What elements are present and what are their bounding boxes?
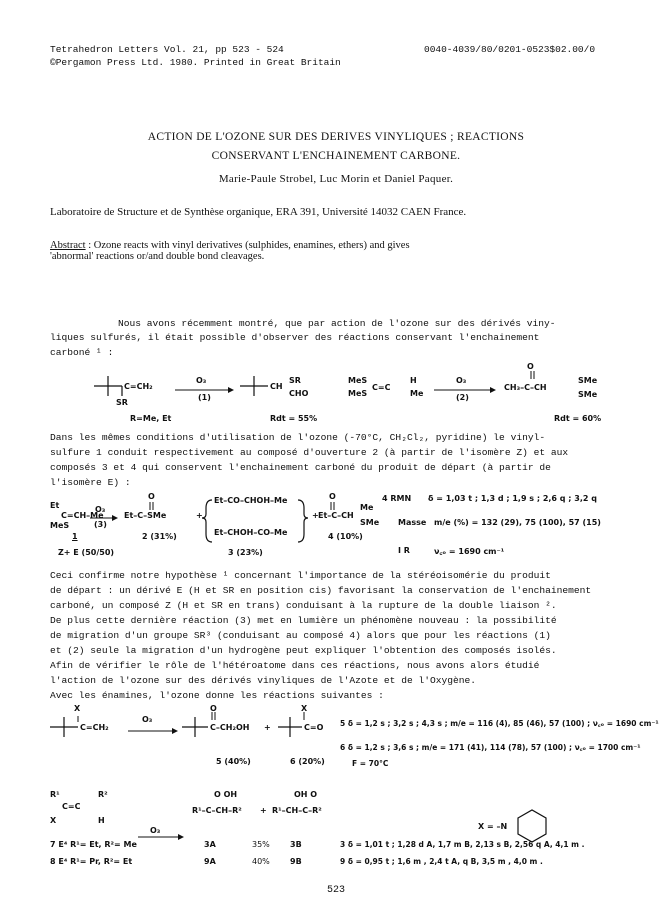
scheme2-product-2-yield: 2 (31%) <box>142 532 177 541</box>
scheme2-reagent: O₃ <box>95 505 106 514</box>
scheme3-reagent: O₃ <box>142 715 153 724</box>
scheme1-reactant-2-core: C=C <box>372 383 391 392</box>
scheme1-step-2: (2) <box>456 393 469 402</box>
scheme1-step-1: (1) <box>198 393 211 402</box>
scheme1-product-1-cho: CHO <box>289 389 309 398</box>
abstract <box>50 240 630 262</box>
scheme2-product-3b: Et–CHOH–CO–Me <box>214 528 288 537</box>
scheme3-data-9: 9 δ = 0,95 t ; 1,6 m , 2,4 t A, q B, 3,5 m , 4,0 m . <box>340 857 543 866</box>
scheme3-row-8-b: 9B <box>290 857 302 866</box>
title-line-2: CONSERVANT L'ENCHAINEMENT CARBONE. <box>211 150 461 162</box>
para3-line-1: Ceci confirme notre hypothèse ¹ concernant l'importance de la stéréoisomérie du produit <box>50 570 551 581</box>
scheme2-ir: ν꜀ₒ = 1690 cm⁻¹ <box>434 547 505 556</box>
scheme2-product-3a: Et–CO–CHOH–Me <box>214 496 288 505</box>
scheme3-product-5: C–CH₂OH <box>210 723 250 732</box>
scheme1-reagent-1: O₃ <box>196 376 207 385</box>
scheme3-x: X <box>74 704 81 713</box>
scheme3-gen-reagent: O₃ <box>150 826 161 835</box>
scheme3-gen-core: C=C <box>62 802 81 811</box>
scheme3-mp-6: F = 70°C <box>352 759 389 768</box>
scheme3-row-8-a: 9A <box>204 857 216 866</box>
para2-line-3: composés 3 et 4 qui conservent l'enchainement carboné du produit de départ (à partir de <box>50 462 551 473</box>
scheme3-gen-x: X <box>50 816 57 825</box>
abstract-line-1: : Ozone reacts with vinyl derivatives (sulphides, enamines, ethers) and gives <box>88 240 410 251</box>
scheme3-row-7-b: 3B <box>290 840 302 849</box>
scheme2-product-4-o: O <box>329 492 336 501</box>
intro-line-1: Nous avons récemment montré, que par action de l'ozone sur des dérivés viny- <box>118 318 556 329</box>
scheme2-product-3-yield: 3 (23%) <box>228 548 263 557</box>
scheme3-product-5-yield: 5 (40%) <box>216 757 251 766</box>
scheme2-ir-label: I R <box>398 546 410 555</box>
scheme2-product-2: Et–C–SMe <box>124 511 167 520</box>
scheme2-ze-ratio: Z+ E (50/50) <box>58 548 115 557</box>
scheme1-reactant-2-bot: MeS <box>348 389 368 398</box>
para2-line-2: sulfure 1 conduit respectivement au composé d'ouverture 2 (à partir de l'isomère Z) et aux <box>50 447 569 458</box>
scheme1-reactant-1-defs: R=Me, Et <box>130 414 172 423</box>
scheme3-data-3: 3 δ = 1,01 t ; 1,28 d A, 1,7 m B, 2,13 s B, 2,56 q A, 4,1 m . <box>340 840 585 849</box>
scheme1-reactant-2-h: H <box>410 376 417 385</box>
para3-line-7: Afin de vérifier le rôle de l'hétéroatome dans ces réactions, nous avons alors étudié <box>50 660 540 671</box>
page-number: 523 <box>326 885 345 896</box>
journal-line: Tetrahedron Letters Vol. 21, pp 523 - 524 <box>50 44 284 55</box>
publisher-line: ©Pergamon Press Ltd. 1980. Printed in Great Britain <box>50 57 341 68</box>
scheme3-gen-p1: R¹–C–CH–R² <box>192 806 242 815</box>
affiliation: Laboratoire de Structure et de Synthèse organique, ERA 391, Université 14032 CAEN France. <box>50 206 467 218</box>
scheme1-product-2-sme-2: SMe <box>578 390 598 399</box>
scheme1-reactant-2-me: Me <box>410 389 424 398</box>
scheme1-product-1-sr: SR <box>289 376 301 385</box>
scheme2-step: (3) <box>94 520 107 529</box>
scheme1-product-1-ch: CH <box>270 382 283 391</box>
scheme2-reactant-et: Et <box>50 501 60 510</box>
para3-line-4: De plus cette dernière réaction (3) met en lumière un phénomène nouveau : la possibilité <box>50 615 557 626</box>
scheme2-product-4: Et–C–CH <box>318 511 354 520</box>
abstract-line-2: 'abnormal' reactions or/and double bond cleavages. <box>50 251 265 262</box>
intro-line-3: carboné ¹ : <box>50 347 114 358</box>
doi-code: 0040-4039/80/0201-0523$02.00/0 <box>424 44 596 55</box>
scheme-1-bonds <box>0 360 672 440</box>
scheme3-data-5: 5 δ = 1,2 s ; 3,2 s ; 4,3 s ; m/e = 116 (4), 85 (46), 57 (100) ; ν꜀ₒ = 1690 cm⁻¹ <box>340 719 659 728</box>
scheme3-product-6-yield: 6 (20%) <box>290 757 325 766</box>
scheme2-product-4-yield: 4 (10%) <box>328 532 363 541</box>
scheme2-nmr-label: 4 RMN <box>382 494 412 503</box>
scheme1-product-2: CH₃–C–CH <box>504 383 547 392</box>
scheme3-product-5-o: O <box>210 704 217 713</box>
scheme3-gen-r1: R¹ <box>50 790 60 799</box>
intro-line-2: liques sulfurés, il était possible d'observer des réactions conservant l'enchainement <box>50 332 540 343</box>
scheme3-row-7: 7 E⁴ R¹= Et, R²= Me <box>50 840 137 849</box>
scheme1-product-2-sme-1: SMe <box>578 376 598 385</box>
scheme1-reactant-1-sub: SR <box>116 398 128 407</box>
scheme2-ms: m/e (%) = 132 (29), 75 (100), 57 (15) <box>434 518 601 527</box>
scheme3-gen-r2: R² <box>98 790 108 799</box>
scheme1-yield-1: Rdt = 55% <box>270 414 318 423</box>
scheme3-row-8: 8 E⁴ R¹= Pr, R²= Et <box>50 857 133 866</box>
scheme2-plus-1: + <box>196 511 203 520</box>
scheme2-product-2-o: O <box>148 492 155 501</box>
scheme2-ms-label: Masse <box>398 518 427 527</box>
scheme1-reagent-2: O₃ <box>456 376 467 385</box>
scheme3-row-7-percent: 35% <box>252 840 270 849</box>
scheme1-yield-2: Rdt = 60% <box>554 414 602 423</box>
scheme3-plus: + <box>264 723 271 732</box>
para3-line-8: l'action de l'ozone sur des dérivés vinyliques de l'Azote et de l'Oxygène. <box>50 675 477 686</box>
scheme2-product-4-sme: SMe <box>360 518 380 527</box>
para3-line-9: Avec les énamines, l'ozone donne les réactions suivantes : <box>50 690 384 701</box>
scheme2-nmr: δ = 1,03 t ; 1,3 d ; 1,9 s ; 2,6 q ; 3,2 q <box>428 494 597 503</box>
scheme2-product-4-me: Me <box>360 503 374 512</box>
scheme3-gen-p1-o: O OH <box>214 790 238 799</box>
scheme3-row-8-percent: 40% <box>252 857 270 866</box>
abstract-label: Abstract <box>50 240 86 251</box>
scheme2-plus-2: + <box>312 511 319 520</box>
scheme3-row-7-a: 3A <box>204 840 216 849</box>
scheme3-gen-h: H <box>98 816 105 825</box>
para2-line-1: Dans les mêmes conditions d'utilisation de l'ozone (-70°C, CH₂Cl₂, pyridine) le vinyl- <box>50 432 546 443</box>
authors: Marie-Paule Strobel, Luc Morin et Daniel Paquer. <box>218 173 454 185</box>
scheme1-reactant-1: C=CH₂ <box>124 382 153 391</box>
scheme3-gen-plus: + <box>260 806 267 815</box>
scheme3-product-6-x: X <box>301 704 308 713</box>
para3-line-2: de départ : un dérivé E (H et SR en position cis) favorisant la conservation de l'enchainement <box>50 585 592 596</box>
scheme1-product-2-o: O <box>527 362 534 371</box>
scheme1-reactant-2-top: MeS <box>348 376 368 385</box>
para2-line-4: l'isomère E) : <box>50 477 131 488</box>
para3-line-5: de migration d'un groupe SR³ (conduisant au composé 4) alors que pour les réactions (1) <box>50 630 551 641</box>
scheme3-data-6: 6 δ = 1,2 s ; 3,6 s ; m/e = 171 (41), 114 (78), 57 (100) ; ν꜀ₒ = 1700 cm⁻¹ <box>340 743 641 752</box>
scheme2-reactant-num: 1 <box>72 532 78 541</box>
scheme2-reactant-mes: MeS <box>50 521 70 530</box>
scheme3-product-6: C=O <box>304 723 324 732</box>
scheme3-gen-p2-o: OH O <box>294 790 318 799</box>
para3-line-3: carboné, un composé Z (H et SR en trans) conduisant à la rupture de la double liaison ². <box>50 600 557 611</box>
scheme2-reactant-core: C=CH–Me <box>61 511 104 520</box>
para3-line-6: et (2) seule la migration d'un hydrogène peut expliquer l'obtention des composés isolés. <box>50 645 557 656</box>
scheme3-gen-p2: R¹–CH–C–R² <box>272 806 322 815</box>
scheme3-reactant: C=CH₂ <box>80 723 109 732</box>
scheme3-xdef: X = –N <box>478 822 508 831</box>
title-line-1: ACTION DE L'OZONE SUR DES DERIVES VINYLIQUES ; REACTIONS <box>147 131 525 143</box>
